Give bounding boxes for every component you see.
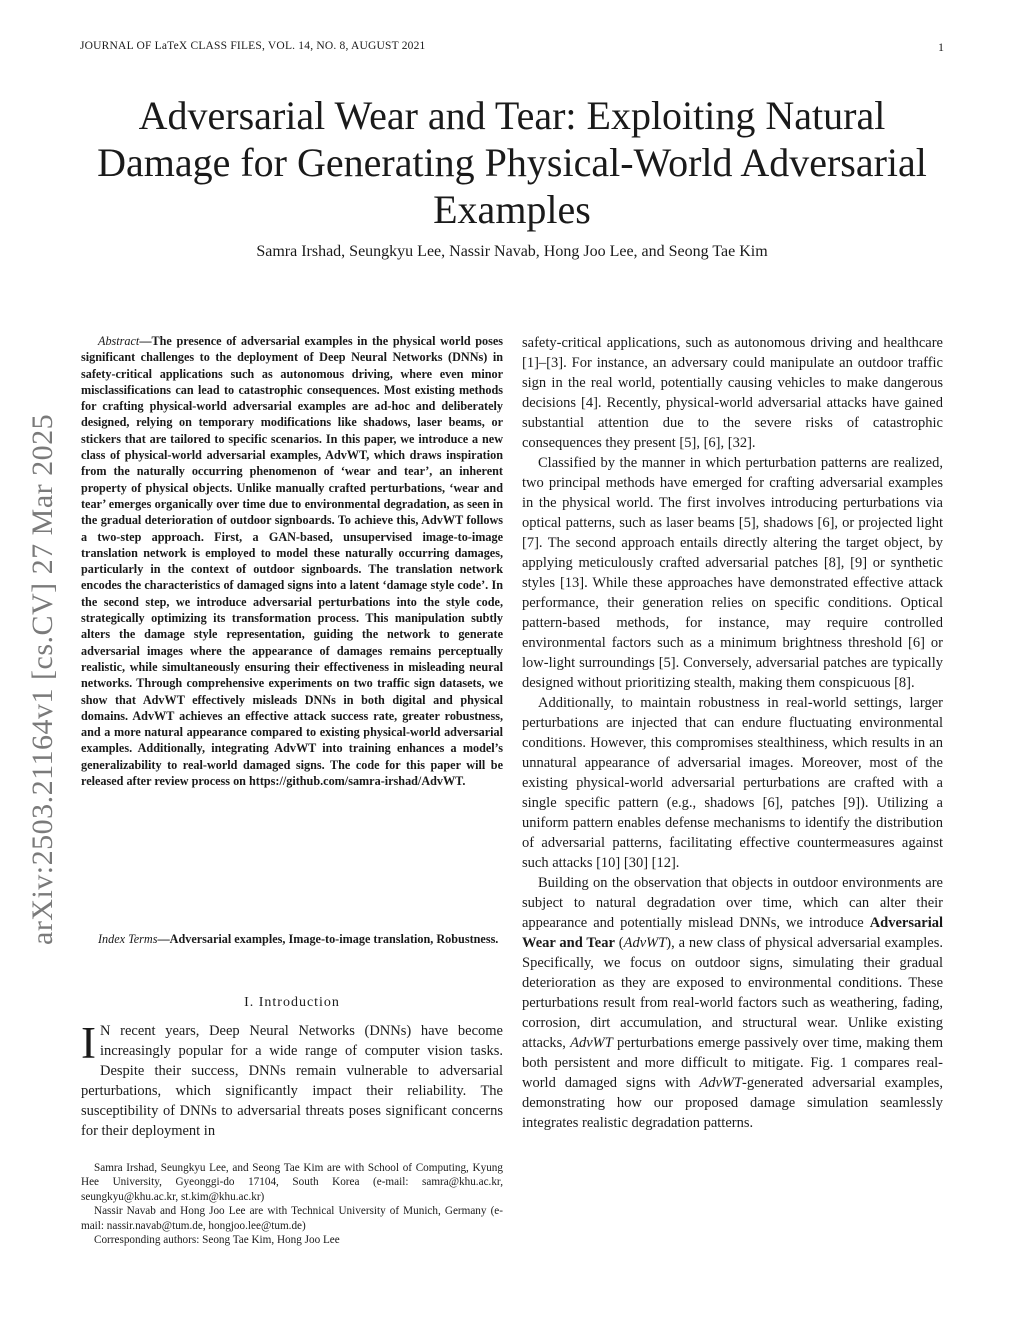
abstract: Abstract—The presence of adversarial examples in the physical world poses significant challenges to the deployment of Deep Neural Networks (DNNs) in safety-critical applications such as autonomous driving, where even minor misclassifications can lead to catastrophic consequences. Most existing methods for crafting physical-world adversarial examples are ad-hoc and deliberately designed, relying on temporary modifications like shadows, laser beams, or stickers that are tailored to specific scenarios. In this paper, we introduce a new class of physical-world adversarial examples, AdvWT, which draws inspiration from the naturally occurring phenomenon of ‘wear and tear’, an inherent property of physical objects. Unlike manually crafted perturbations, ‘wear and tear’ emerges organically over time due to environmental degradation, as seen in the gradual deterioration of outdoor signboards. To achieve this, AdvWT follows a two-step approach. First, a GAN-based, unsupervised image-to-image translation network is employed to model these naturally occurring damages, particularly in the context of outdoor signboards. The translation network encodes the characteristics of damaged signs into a latent ‘damage style code’. In the second step, we introduce adversarial perturbations into the style code, strategically optimizing its transformation process. This manipulation subtly alters the damage style representation, guiding the network to generate adversarial images where the appearance of damages remains perceptually realistic, while simultaneously ensuring their effectiveness in misleading neural networks. Through comprehensive experiments on two traffic sign datasets, we show that AdvWT effectively misleads DNNs in both digital and physical domains. AdvWT achieves an effective attack success rate, greater robustness, and a more natural appearance compared to existing physical-world adversarial examples. Additionally, integrating AdvWT into training enhances a model’s generalizability to real-world damaged signs. The code for this paper will be released after review process on https://github.com/samra-irshad/AdvWT. [81,334,503,789]
paragraph: safety-critical applications, such as autonomous driving and healthcare [1]–[3]. For instance, an adversary could manipulate an outdoor traffic sign in the real world, potentially causing vehicles to make dangerous decisions [4]. Recently, physical-world adversarial attacks have gained substantial attention due to the severe risks of catastrophic consequences they present [5], [6], [32]. [522,335,943,451]
drop-cap: I [81,1018,96,1068]
right-column [522,333,943,1133]
text-run: perturbations emerge passively over time, making them both persistent and more difficult to mitigate. Fig. 1 compares real-world damaged signs with [522,1035,943,1091]
index-terms-label: Index Terms [98,932,158,946]
section-heading: I. Introduction [244,995,340,1010]
method-name-bold: Adversarial Wear and Tear [522,915,943,951]
abstract-text: The presence of adversarial examples in the physical world poses significant challenges to the deployment of Deep Neural Networks (DNNs) in safety-critical applications such as autonomous driving, where even minor misclassifications can lead to catastrophic consequences. Most existing methods for crafting physical-world adversarial examples are ad-hoc and deliberately designed, relying on temporary modifications like shadows, laser beams, or stickers that are tailored to specific scenarios. In this paper, we introduce a new class of physical-world adversarial examples, AdvWT, which draws inspiration from the naturally occurring phenomenon of ‘wear and tear’, an inherent property of physical objects. Unlike manually crafted perturbations, ‘wear and tear’ emerges organically over time due to environmental degradation, as seen in the gradual deterioration of outdoor signboards. To achieve this, AdvWT follows a two-step approach. First, a GAN-based, unsupervised image-to-image translation network is employed to model these naturally occurring damages, particularly in the context of outdoor signboards. The translation network encodes the characteristics of damaged signs into a latent ‘damage style code’. In the second step, we introduce adversarial perturbations into the style code, strategically optimizing its transformation process. This manipulation subtly alters the damage style representation, guiding the network to generate adversarial images where the appearance of damages remains perceptually realistic, while simultaneously ensuring their effectiveness in misleading neural networks. Through comprehensive experiments on two traffic sign datasets, we show that AdvWT effectively misleads DNNs in both digital and physical domains. AdvWT achieves an effective attack success rate, greater robustness, and a more natural appearance compared to existing physical-world adversarial examples. Additionally, integrating AdvWT into training enhances a model’s generalizability to real-world damaged signs. The code for this paper will be released after review process on https://github.com/samra-irshad/AdvWT. [81,334,503,789]
intro-text: N recent years, Deep Neural Networks (DNNs) have become increasingly popular for a wide range of computer vision tasks. Despite their success, DNNs remain vulnerable to adversarial perturbations, which significantly impact their reliability. The susceptibility of DNNs to adversarial threats poses significant concerns for their deployment in [81,1023,503,1139]
author-list: Samra Irshad, Seungkyu Lee, Nassir Navab, Hong Joo Lee, and Seong Tae Kim [256,243,768,260]
arxiv-stamp[interactable]: arXiv:2503.21164v1 [cs.CV] 27 Mar 2025 [26,413,59,945]
intro-paragraph [81,1018,503,1141]
paragraph: Additionally, to maintain robustness in real-world settings, larger perturbations are injected that can endure fluctuating environmental conditions. However, this compromises stealthiness, which results in an unnatural appearance of adversarial images. Moreover, most of the existing physical-world adversarial perturbations are crafted with a single specific pattern (e.g., shadows [6], patches [9]). Utilizing a uniform pattern enables defense mechanisms to identify the distribution of adversarial patterns, facilitating effective countermeasures against such attacks [10] [30] [12]. [522,695,943,871]
running-header: JOURNAL OF LaTeX CLASS FILES, VOL. 14, NO. 8, AUGUST 2021 [80,40,426,52]
footnotes [81,1161,503,1247]
paragraph: Classified by the manner in which perturbation patterns are realized, two principal methods have emerged for crafting adversarial examples in the physical world. The first involves introducing perturbations via optical patterns, such as laser beams [5], shadows [6], or projected light [7]. The second approach entails directly altering the target object, by applying meticulously crafted adversarial patches [8], [9] or synthetic styles [13]. While these approaches have demonstrated effective attack performance, their generation relies on specific conditions. Optical pattern-based methods, for instance, may require controlled environmental factors such as a minimum brightness threshold [6] or low-light surroundings [5]. Conversely, adversarial patches are typically designed without prioritizing stealth, making them conspicuous [8]. [522,455,943,691]
footnote-corresponding: Corresponding authors: Seong Tae Kim, Hong Joo Lee [94,1234,340,1247]
abstract-label: Abstract [98,334,140,348]
method-acronym: AdvWT [699,1075,743,1091]
paragraph [522,873,943,1133]
index-terms: Index Terms—Adversarial examples, Image-to-image translation, Robustness. [98,932,499,946]
footnote-affiliation-khu: Samra Irshad, Seungkyu Lee, and Seong Tae Kim are with School of Computing, Kyung Hee University, Gyeonggi-do 17104, South Korea (e-mail: samra@khu.ac.kr, seungkyu@khu.ac.kr, st.kim@khu.ac.kr) [81,1162,503,1203]
text-run: ), a new class of physical adversarial examples. Specifically, we focus on outdoor signs, simulating their gradual deterioration as they are exposed to environmental conditions. These perturbations result from real-world factors such as weathering, fading, corrosion, dirt accumulation, and structural wear. Unlike existing attacks, [522,935,943,1051]
method-acronym: AdvWT [623,935,667,951]
text-run: Building on the observation that objects in outdoor environments are subject to natural degradation over time, which can alter their appearance and potentially mislead DNNs, we introduce [522,875,943,931]
text-run: -generated adversarial examples, demonstrating how our proposed damage simulation seamlessly integrates realistic degradation patterns. [522,1075,943,1131]
paper-title: Adversarial Wear and Tear: Exploiting Natural Damage for Generating Physical-World Adversarial Examples [97,93,927,232]
footnote-affiliation-tum: Nassir Navab and Hong Joo Lee are with Technical University of Munich, Germany (e-mail: nassir.navab@tum.de, hongjoo.lee@tum.de) [81,1205,503,1232]
page-number: 1 [938,40,944,54]
index-terms-text: Adversarial examples, Image-to-image translation, Robustness. [169,932,499,946]
method-acronym: AdvWT [570,1035,613,1051]
text-run: ( [614,935,624,951]
